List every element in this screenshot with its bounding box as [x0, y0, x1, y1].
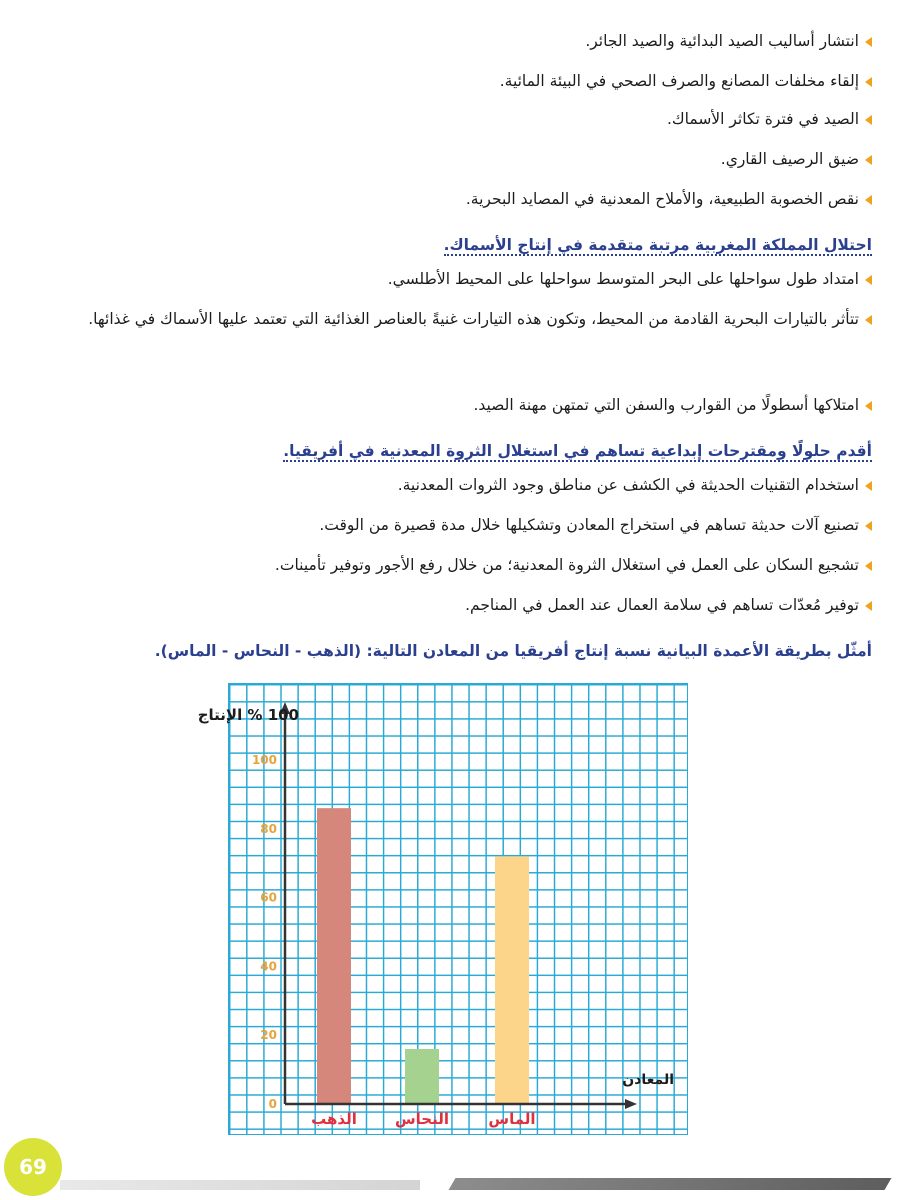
list-item: امتداد طول سواحلها على البحر المتوسط سواحلها على المحيط الأطلسي. [28, 266, 872, 292]
y-tick-label: 40 [260, 959, 277, 974]
bullet-icon [865, 77, 872, 87]
chart-canvas [197, 684, 689, 1136]
bullet-icon [865, 275, 872, 285]
bullet-icon [865, 195, 872, 205]
bar-1 [317, 808, 351, 1104]
y-tick-label: 100 [251, 753, 277, 767]
x-axis-arrow [625, 1099, 637, 1109]
section-heading: احتلال المملكة المغربية مرتبة متقدمة في إنتاج الأسماك. [443, 236, 872, 254]
bar-2 [405, 1049, 439, 1104]
bullet-icon [865, 115, 872, 125]
y-axis-label: 100 % الإنتاج [197, 706, 299, 724]
footer-bar-light [60, 1180, 420, 1190]
list-item: انتشار أساليب الصيد البدائية والصيد الجائر. [28, 28, 872, 54]
bar-3 [495, 856, 529, 1104]
section-heading: أقدم حلولًا ومقترحات إبداعية تساهم في استغلال الثروة المعدنية في أفريقيا. [283, 442, 872, 460]
y-tick-label: 80 [260, 821, 277, 836]
list-item: امتلاكها أسطولًا من القوارب والسفن التي تمتهن مهنة الصيد. [28, 392, 872, 418]
list-item: ضيق الرصيف القاري. [28, 146, 872, 172]
x-category-label: النحاس [394, 1110, 450, 1128]
bar-chart [197, 683, 688, 1135]
list-item: تصنيع آلات حديثة تساهم في استخراج المعادن وتشكيلها خلال مدة قصيرة من الوقت. [28, 512, 872, 538]
x-category-label: الماس [488, 1110, 536, 1128]
bullet-icon [865, 601, 872, 611]
bullet-icon [865, 315, 872, 325]
bullet-icon [865, 401, 872, 411]
y-tick-label: 20 [260, 1028, 277, 1043]
y-tick-label: 60 [260, 890, 277, 905]
list-item: استخدام التقنيات الحديثة في الكشف عن مناطق وجود الثروات المعدنية. [28, 472, 872, 498]
x-category-label: الذهب [311, 1110, 357, 1128]
bullet-icon [865, 37, 872, 47]
footer-bar-dark [449, 1178, 892, 1190]
y-tick-label: 0 [268, 1097, 277, 1111]
bullet-icon [865, 155, 872, 165]
bullet-icon [865, 521, 872, 531]
section-heading: أمثّل بطريقة الأعمدة البيانية نسبة إنتاج أفريقيا من المعادن التالية: (الذهب - النحاس - الماس). [154, 642, 872, 660]
page-number: 69 [4, 1138, 62, 1196]
list-item: الصيد في فترة تكاثر الأسماك. [28, 106, 872, 132]
list-item: تتأثر بالتيارات البحرية القادمة من المحيط، وتكون هذه التيارات غنيةً بالعناصر الغذائية التي تعتمد عليها الأسماك في غذائها. [28, 306, 872, 332]
bullet-icon [865, 481, 872, 491]
list-item: توفير مُعدّات تساهم في سلامة العمال عند العمل في المناجم. [28, 592, 872, 618]
bullet-icon [865, 561, 872, 571]
list-item: تشجيع السكان على العمل في استغلال الثروة المعدنية؛ من خلال رفع الأجور وتوفير تأمينات. [28, 552, 872, 578]
list-item: إلقاء مخلفات المصانع والصرف الصحي في البيئة المائية. [28, 68, 872, 94]
x-axis-label: المعادن [622, 1072, 674, 1088]
list-item: نقص الخصوبة الطبيعية، والأملاح المعدنية في المصايد البحرية. [28, 186, 872, 212]
